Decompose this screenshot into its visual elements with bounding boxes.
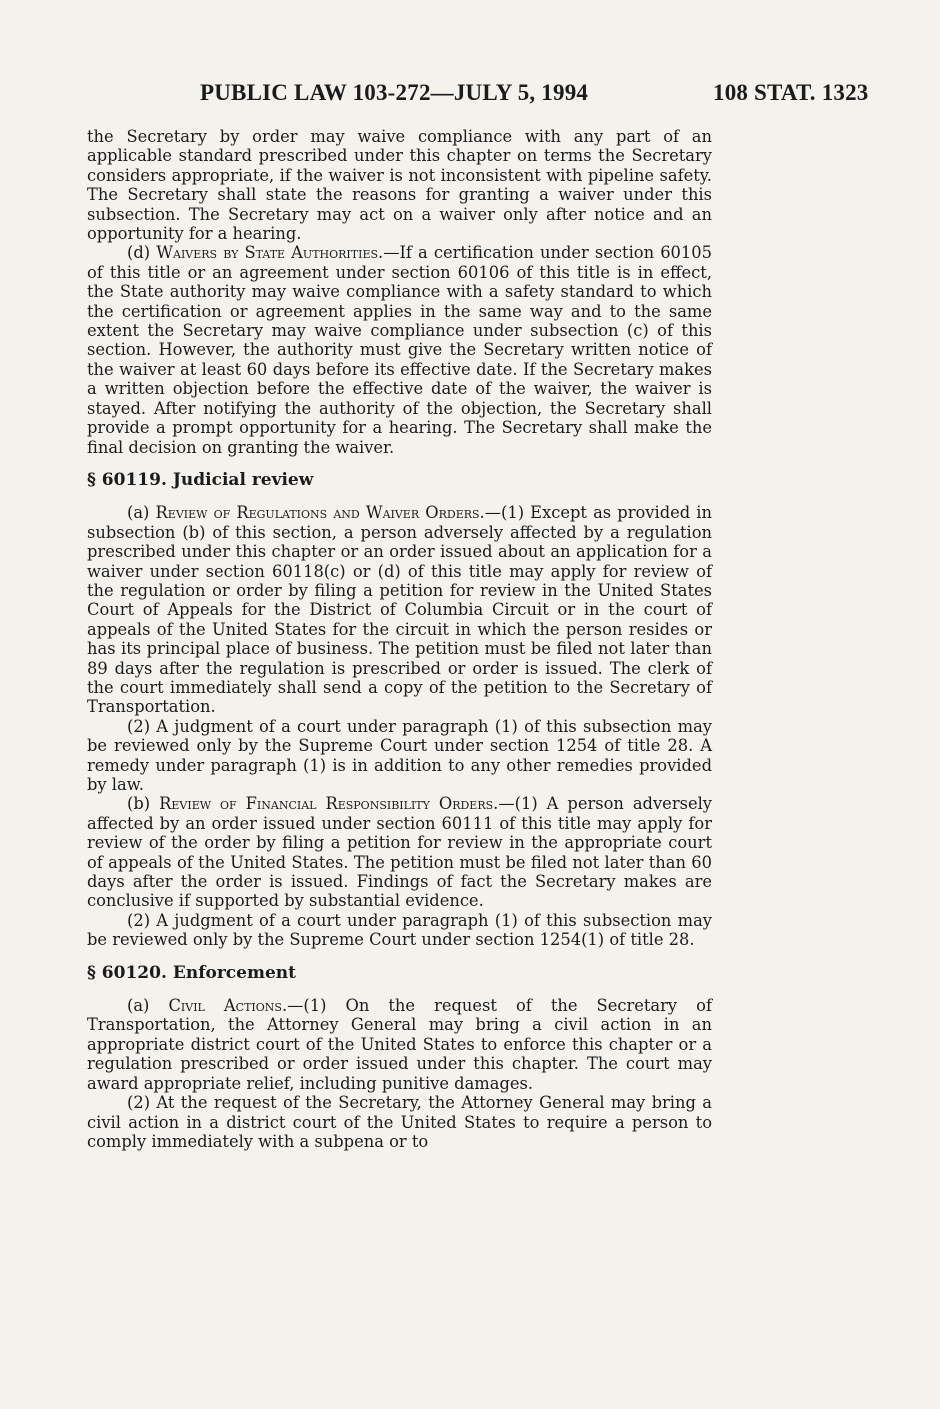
section-60120-heading — [87, 964, 712, 983]
section-60119-a-heading: Review of Regulations and Waiver Orders. — [155, 503, 485, 523]
section-60120-a-label: (a) — [127, 996, 150, 1016]
section-60119-b-heading: Review of Financial Responsibility Orders. — [159, 794, 499, 814]
section-60120-number: § 60120. — [87, 962, 167, 983]
section-60119-b-label: (b) — [127, 794, 151, 814]
section-60119-b2-paragraph: (2) A judgment of a court under paragraph (1) of this subsection may be reviewed only by the Supreme Court under section 1254(1) of title 28. — [87, 910, 712, 950]
section-60120-title: Enforcement — [172, 962, 296, 983]
section-60119-b-text: —(1) A person adversely affected by an order issued under section 60111 of this title may apply for review of the order by filing a petition for review in the appropriate court of appeals of the United States. The petition must be filed not later than 60 days after the order is issued. Findings of fact the Secretary makes are conclusive if supported by substantial evidence. — [87, 794, 712, 911]
section-60119-a-paragraph — [87, 503, 712, 716]
continuation-paragraph: the Secretary by order may waive compliance with any part of an applicable standard prescribed under this chapter on terms the Secretary considers appropriate, if the waiver is not inconsistent with pipeline safety. The Secretary shall state the reasons for granting a waiver under this subsection. The Secretary may act on a waiver only after notice and an opportunity for a hearing. — [87, 127, 712, 244]
subsection-d-heading: Waivers by State Authorities. — [156, 243, 384, 263]
section-60119-a-label: (a) — [127, 503, 150, 523]
section-60119-heading — [87, 471, 712, 490]
stat-page-number: 108 STAT. 1323 — [713, 80, 869, 105]
section-60120-a-paragraph — [87, 996, 712, 1093]
body-text — [87, 127, 712, 1151]
section-60120-a-text: —(1) On the request of the Secretary of Transportation, the Attorney General may bring a civil action in an appropriate district court of the United States to enforce this chapter or a regulation prescribed or order issued under this chapter. The court may award appropriate relief, including punitive damages. — [87, 996, 712, 1093]
section-60119-b-paragraph — [87, 794, 712, 910]
running-title: PUBLIC LAW 103-272—JULY 5, 1994 — [200, 80, 589, 105]
section-60119-number: § 60119. — [87, 469, 167, 490]
section-60119-a2-paragraph: (2) A judgment of a court under paragraph (1) of this subsection may be reviewed only by the Supreme Court under section 1254 of title 28. A remedy under paragraph (1) is in addition to any other remedies provided by law. — [87, 716, 712, 794]
section-60119-title: Judicial review — [172, 469, 314, 490]
page-header — [0, 80, 940, 110]
section-60120-a-heading: Civil Actions. — [168, 996, 288, 1016]
subsection-d-paragraph — [87, 243, 712, 456]
section-60120-a2-paragraph: (2) At the request of the Secretary, the Attorney General may bring a civil action in a district court of the United States to require a person to comply immediately with a subpena or to — [87, 1093, 712, 1151]
subsection-d-text: —If a certification under section 60105 of this title or an agreement under section 60106 of this title is in effect, the State authority may waive compliance with a safety standard to which the certification or agreement applies in the same way and to the same extent the Secretary may waive compliance under subsection (c) of this section. However, the authority must give the Secretary written notice of the waiver at least 60 days before its effective date. If the Secretary makes a written objection before the effective date of the waiver, the waiver is stayed. After notifying the authority of the objection, the Secretary shall provide a prompt opportunity for a hearing. The Secretary shall make the final decision on granting the waiver. — [87, 243, 712, 457]
subsection-d-label: (d) — [127, 243, 151, 263]
section-60119-a-text: —(1) Except as provided in subsection (b) of this section, a person adversely affected by a regulation prescribed under this chapter or an order issued about an application for a waiver under section 60118(c) or (d) of this title may apply for review of the regulation or order by filing a petition for review in the United States Court of Appeals for the District of Columbia Circuit or in the court of appeals of the United States for the circuit in which the person resides or has its principal place of business. The petition must be filed not later than 89 days after the regulation is prescribed or order is issued. The clerk of the court immediately shall send a copy of the petition to the Secretary of Transportation. — [87, 503, 712, 717]
